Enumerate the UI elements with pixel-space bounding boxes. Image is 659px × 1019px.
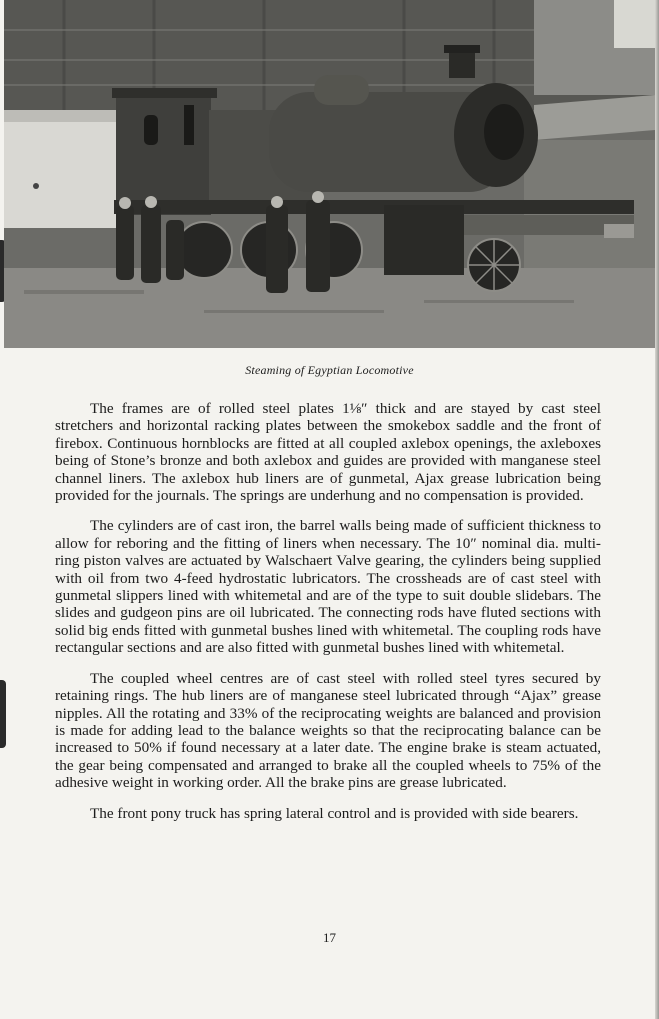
binding-mark xyxy=(0,680,6,748)
body-text xyxy=(55,400,601,835)
paragraph: The front pony truck has spring lateral control and is provided with side bearers. xyxy=(90,804,579,822)
paragraph: The frames are of rolled steel plates 1⅛″ thick and are stayed by cast steel stretchers and horizontal racking plates between the smokebox saddle and the front of firebox. Continuous hornblocks are fitted at all coupled axlebox openings, the axleboxes being of Stone’s bronze and both axlebox and guides are provided with manganese steel channel liners. The axlebox hub liners are of gunmetal, Ajax grease lubrication being provided for the journals. The springs are underhung and no compensation is provided. xyxy=(55,400,601,505)
locomotive-photograph xyxy=(4,0,655,348)
photo-caption: Steaming of Egyptian Locomotive xyxy=(245,363,414,377)
paragraph: The coupled wheel centres are of cast steel with rolled steel tyres secured by retaining rings. The hub liners are of manganese steel lubricated through “Ajax” grease nipples. All the rotating and 33% of the reciprocating weights are balanced and provision is made for adding lead to the balance weights so that the reciprocating balance can be increased to 50% if found necessary at a later date. The engine brake is steam actuated, the gear being compensated and arranged to brake all the coupled wheels to 75% of the adhesive weight in working order. All the brake pins are grease lubricated. xyxy=(55,669,601,792)
paragraph: The cylinders are of cast iron, the barrel walls being made of sufficient thickness to allow for reboring and the fitting of liners when necessary. The 10″ nominal dia. multi-ring piston valves are actuated by Walschaert Valve gearing, the cylinders being supplied with oil from two 4-feed hydrostatic lubricators. The crossheads are of cast steel with gunmetal slippers lined with whitemetal and are of the type to suit double slidebars. The slides and gudgeon pins are oil lubricated. The connecting rods have fluted sections with solid big ends fitted with gunmetal bushes lined with whitemetal. The coupling rods have rectangular sections and are also fitted with gunmetal bushes lined with whitemetal. xyxy=(55,517,601,657)
page-edge xyxy=(655,0,659,1019)
page-number: 17 xyxy=(323,930,336,945)
